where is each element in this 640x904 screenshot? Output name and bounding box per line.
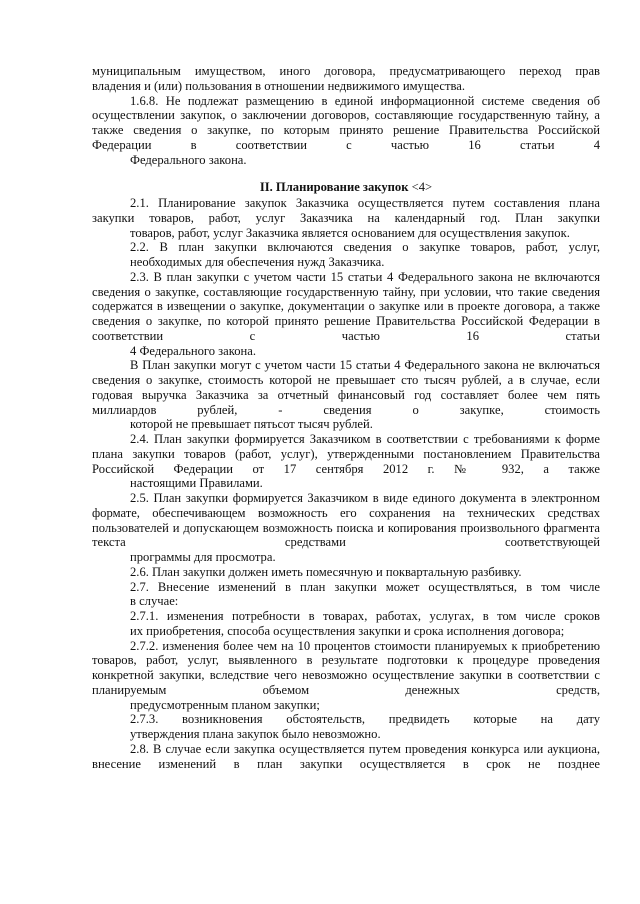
paragraph-2-3-b: В План закупки могут с учетом части 15 статьи 4 Федерального закона не включаться сведения о закупке, стоимость которой не превышает сто тысяч рублей, а в случае, если годовая выручка Заказчика за отчетный финансовый год составляет более чем пять миллиардов рублей, - сведения о закупке, стоимость которой не превышает пятьсот тысяч рублей.: [92, 358, 600, 432]
paragraph-1-6-8: 1.6.8. Не подлежат размещению в единой информационной системе сведения об осуществлении закупок, о заключении договоров, составляющие государственную тайну, а также сведения о закупке, по которым принято решение Правительства Российской Федерации в соответствии с частью 16 статьи 4 Федерального закона.: [92, 93, 600, 167]
paragraph-2-5: 2.5. План закупки формируется Заказчиком в виде единого документа в электронном формате, обеспечивающем возможность его сохранения на технических средствах пользователей и допускающем возможность поиска и копирования произвольного фрагмента текста средствами соответствующей программы для просмотра.: [92, 491, 600, 564]
paragraph-2-7-1: 2.7.1. изменения потребности в товарах, работах, услугах, в том числе сроков их приобретения, способа осуществления закупки и срока исполнения договора;: [130, 609, 600, 638]
paragraph-2-3: 2.3. В план закупки с учетом части 15 статьи 4 Федерального закона не включаются сведения о закупке, составляющие государственную тайну, при условии, что такие сведения содержатся в извещении о закупке, документации о закупке или в проекте договора, а также сведения о закупке, по которой принято решение Правительства Российской Федерации в соответствии с частью 16 статьи 4 Федерального закона.: [92, 269, 601, 358]
paragraph-2-7: 2.7. Внесение изменений в план закупки может осуществляться, в том числе в случае:: [130, 579, 600, 609]
paragraph-2-7-2: 2.7.2. изменения более чем на 10 процентов стоимости планируемых к приобретению товаров, работ, услуг, выявленного в результате подготовки к процедуре проведения конкретной закупки, вследствие чего невозможно осуществление закупки в соответствии с планируемым объемом денежных средств, предусмотренным планом закупки;: [92, 638, 600, 712]
paragraph-2-6: 2.6. План закупки должен иметь помесячную и поквартальную разбивку.: [130, 564, 522, 579]
section-title: II. Планирование закупок: [259, 180, 409, 195]
paragraph-2-8: 2.8. В случае если закупка осуществляется путем проведения конкурса или аукциона, внесение изменений в план закупки осуществляется в срок не позднее: [92, 741, 600, 771]
document-page: [92, 64, 600, 771]
paragraph-2-4: 2.4. План закупки формируется Заказчиком в соответствии с требованиями к форме плана закупки товаров (работ, услуг), утвержденными постановлением Правительства Российской Федерации от 17 сентября 2012 г. № 932, а также настоящими Правилами.: [92, 432, 600, 491]
paragraph-2-7-3: 2.7.3. возникновения обстоятельств, предвидеть которые на дату утверждения плана закупок было невозможно.: [130, 712, 600, 741]
section-heading: [92, 180, 600, 195]
paragraph-continuation: муниципальным имуществом, иного договора, предусматривающего переход прав владения и (или) пользования в отношении недвижимого имущества.: [92, 64, 600, 93]
paragraph-2-1: 2.1. Планирование закупок Заказчика осуществляется путем составления плана закупки товаров, работ, услуг Заказчика на календарный год. План закупки товаров, работ, услуг Заказчика является основанием для осуществления закупок.: [92, 196, 600, 240]
footnote-ref: <4>: [411, 180, 433, 195]
paragraph-2-2: 2.2. В план закупки включаются сведения о закупке товаров, работ, услуг, необходимых для обеспечения нужд Заказчика.: [130, 240, 600, 269]
